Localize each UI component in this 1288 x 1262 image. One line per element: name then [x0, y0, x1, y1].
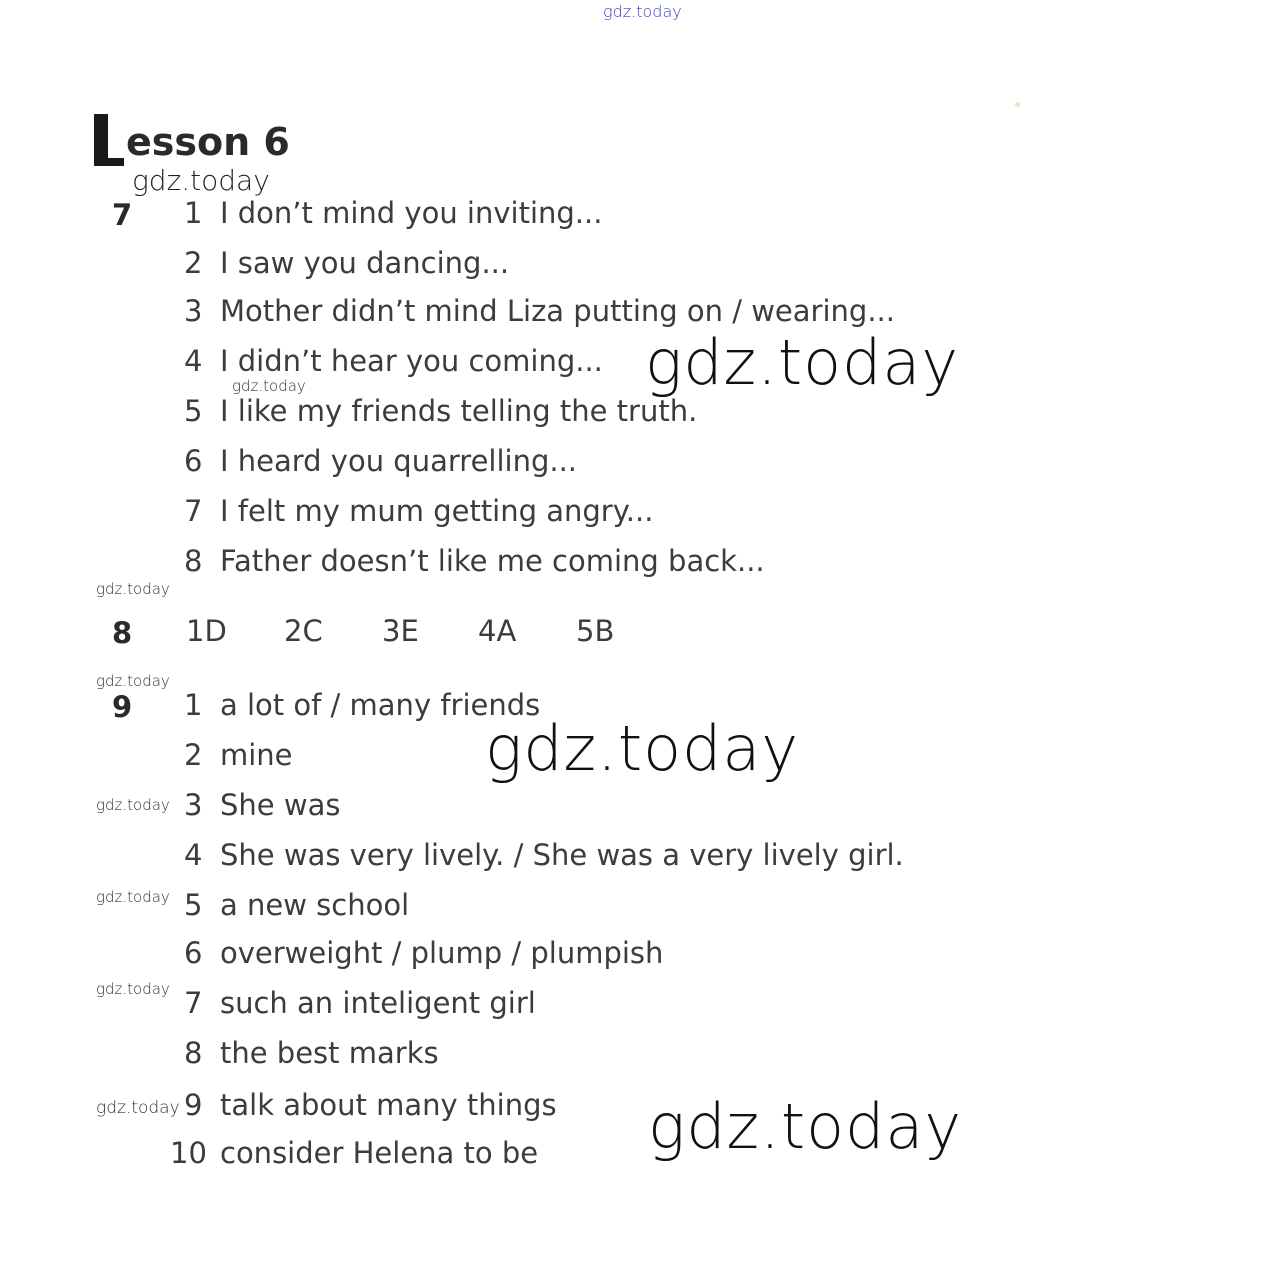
exercise-7-item: 4 I didn’t hear you coming...: [184, 344, 603, 378]
exercise-8-answer: 4A: [478, 614, 517, 648]
watermark: gdz.today: [648, 1090, 963, 1163]
exercise-7-item: 8 Father doesn’t like me coming back...: [184, 544, 765, 578]
exercise-8-number: 8: [112, 616, 133, 650]
exercise-9-item: 6 overweight / plump / plumpish: [184, 936, 664, 970]
watermark: gdz.today: [132, 164, 270, 197]
watermark: gdz.today: [96, 796, 170, 814]
lesson-initial-l: [94, 108, 124, 166]
exercise-9-item: 4 She was very lively. / She was a very lively girl.: [184, 838, 904, 872]
exercise-8-answer: 1D: [186, 614, 227, 648]
watermark: gdz.today: [645, 326, 960, 399]
lesson-title: esson 6: [126, 120, 290, 164]
exercise-7-item: 3 Mother didn’t mind Liza putting on / wearing...: [184, 294, 895, 328]
watermark: gdz.today: [232, 377, 306, 395]
exercise-9-item: 5 a new school: [184, 888, 410, 922]
exercise-7-item: 6 I heard you quarrelling...: [184, 444, 578, 478]
exercise-7-item: 2 I saw you dancing...: [184, 246, 510, 280]
exercise-9-item: 9 talk about many things: [184, 1088, 557, 1122]
exercise-9-item: 10 consider Helena to be: [170, 1136, 539, 1170]
exercise-9-item: 3 She was: [184, 788, 341, 822]
watermark: gdz.today: [96, 888, 170, 906]
watermark: gdz.today: [96, 980, 170, 998]
exercise-9-number: 9: [112, 690, 133, 724]
exercise-7-item: 5 I like my friends telling the truth.: [184, 394, 698, 428]
exercise-9-item: 1 a lot of / many friends: [184, 688, 541, 722]
watermark-top: gdz.today: [603, 2, 682, 21]
exercise-7-item: 1 I don’t mind you inviting...: [184, 196, 603, 230]
exercise-7-item: 7 I felt my mum getting angry...: [184, 494, 654, 528]
exercise-8-answer: 2C: [284, 614, 323, 648]
exercise-9-item: 7 such an inteligent girl: [184, 986, 536, 1020]
exercise-9-item: 2 mine: [184, 738, 293, 772]
watermark: gdz.today: [485, 712, 800, 785]
watermark: gdz.today: [96, 580, 170, 598]
watermark: gdz.today: [96, 1098, 180, 1118]
exercise-9-item: 8 the best marks: [184, 1036, 439, 1070]
exercise-8-answer: 5B: [576, 614, 615, 648]
exercise-8-answer: 3E: [382, 614, 419, 648]
watermark: gdz.today: [96, 672, 170, 690]
exercise-7-number: 7: [112, 198, 133, 232]
scan-speck: [1015, 102, 1020, 107]
